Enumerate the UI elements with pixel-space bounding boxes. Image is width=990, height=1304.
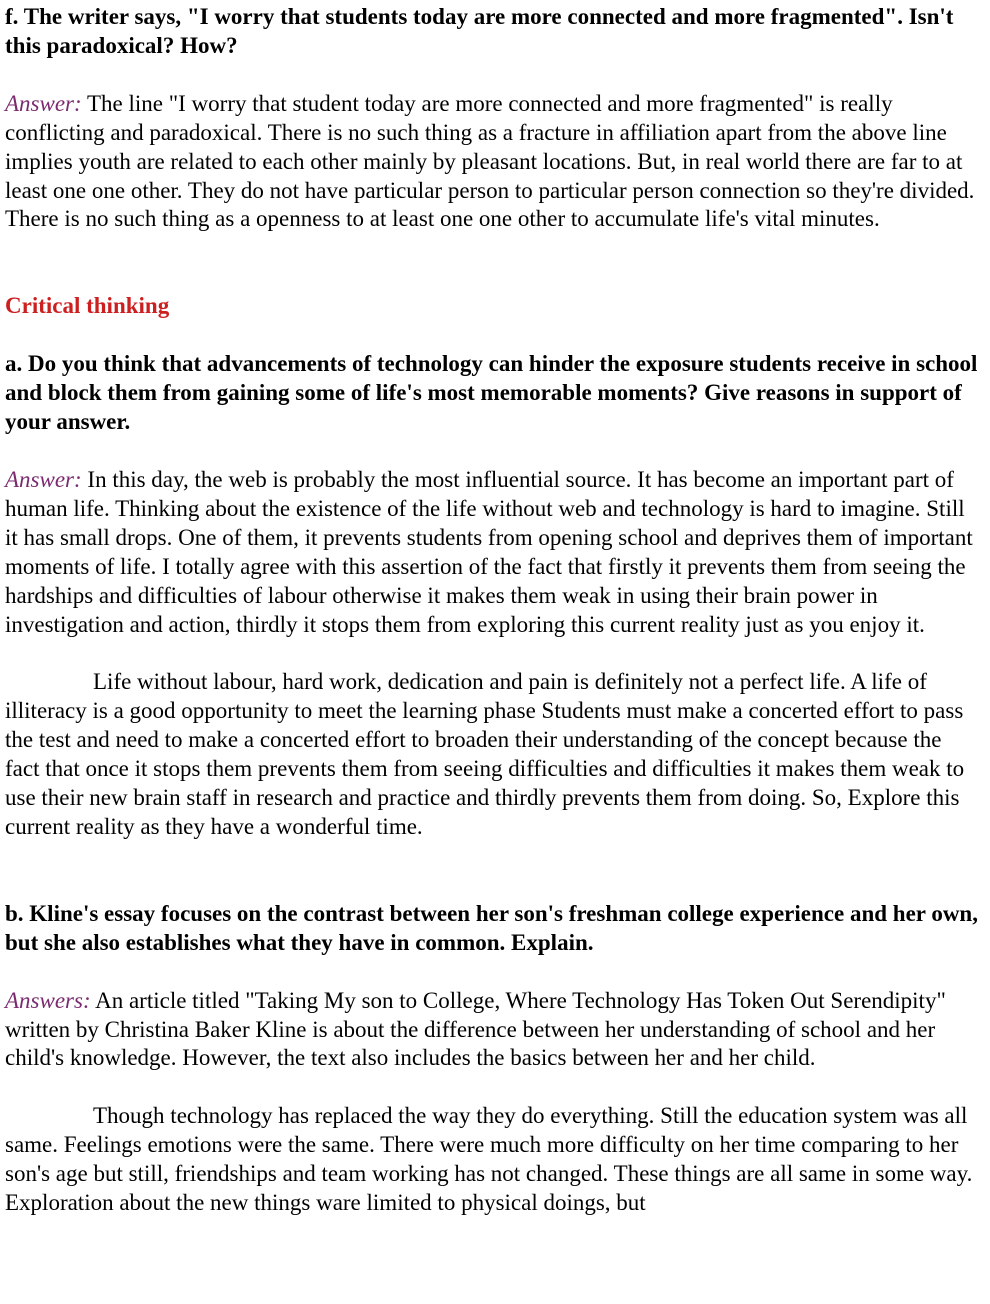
- answer-text: The line "I worry that student today are more connected and more fragmented" is really conflicting and paradoxical. There is no such thing as a fracture in affiliation apart from the above line implies youth are related to each other mainly by pleasant locations. But, in real world there are far to at least one one other. They do not have particular person to particular person connection so they're divided. There is no such thing as a openness to at least one one other to accumulate life's vital minutes.: [5, 90, 975, 232]
- section-heading-critical-thinking: Critical thinking: [5, 293, 170, 319]
- answer-label: Answers:: [5, 987, 91, 1013]
- question-f: f. The writer says, "I worry that students today are more connected and more fragmented". Isn't this paradoxical? How?: [5, 4, 954, 58]
- answer-label: Answer:: [5, 466, 82, 492]
- answer-b: [5, 987, 980, 1074]
- answer-text: In this day, the web is probably the most influential source. It has become an important part of human life. Thinking about the existence of the life without web and technology is hard to imagine. Still it has small drops. One of them, it prevents students from opening school and deprives them of important moments of life. I totally agree with this assertion of the fact that firstly it prevents them from seeing the hardships and difficulties of labour otherwise it makes them weak in using their brain power in investigation and action, thirdly it stops them from exploring this current reality just as you enjoy it.: [5, 466, 973, 637]
- answer-a: [5, 466, 980, 639]
- document-page: [5, 0, 980, 1218]
- answer-text: An article titled "Taking My son to College, Where Technology Has Token Out Serendipity" written by Christina Baker Kline is about the difference between her understanding of school and her child's knowledge. However, the text also includes the basics between her and her child.: [5, 987, 946, 1071]
- question-b: b. Kline's essay focuses on the contrast between her son's freshman college experience and her own, but she also establishes what they have in common. Explain.: [5, 900, 978, 955]
- answer-label: Answer:: [5, 90, 82, 116]
- answer-a-paragraph-2: Life without labour, hard work, dedication and pain is definitely not a perfect life. A life of illiteracy is a good opportunity to meet the learning phase Students must make a concerted effort to pass the test and need to make a concerted effort to broaden their understanding of the concept because the fact that once it stops them prevents them from seeing difficulties and difficulties it makes them weak to use their new brain staff in research and practice and thirdly prevents them from doing. So, Explore this current reality as they have a wonderful time.: [5, 669, 965, 839]
- answer-b-paragraph-2: Though technology has replaced the way they do everything. Still the education system was all same. Feelings emotions were the same. There were much more difficulty on her time comparing to her son's age but still, friendships and team working has not changed. These things are all same in some way. Exploration about the new things ware limited to physical doings, but: [5, 1103, 973, 1216]
- answer-f: [5, 90, 980, 235]
- question-a: a. Do you think that advancements of technology can hinder the exposure students receive in school and block them from gaining some of life's most memorable moments? Give reasons in support of your answer.: [5, 351, 978, 435]
